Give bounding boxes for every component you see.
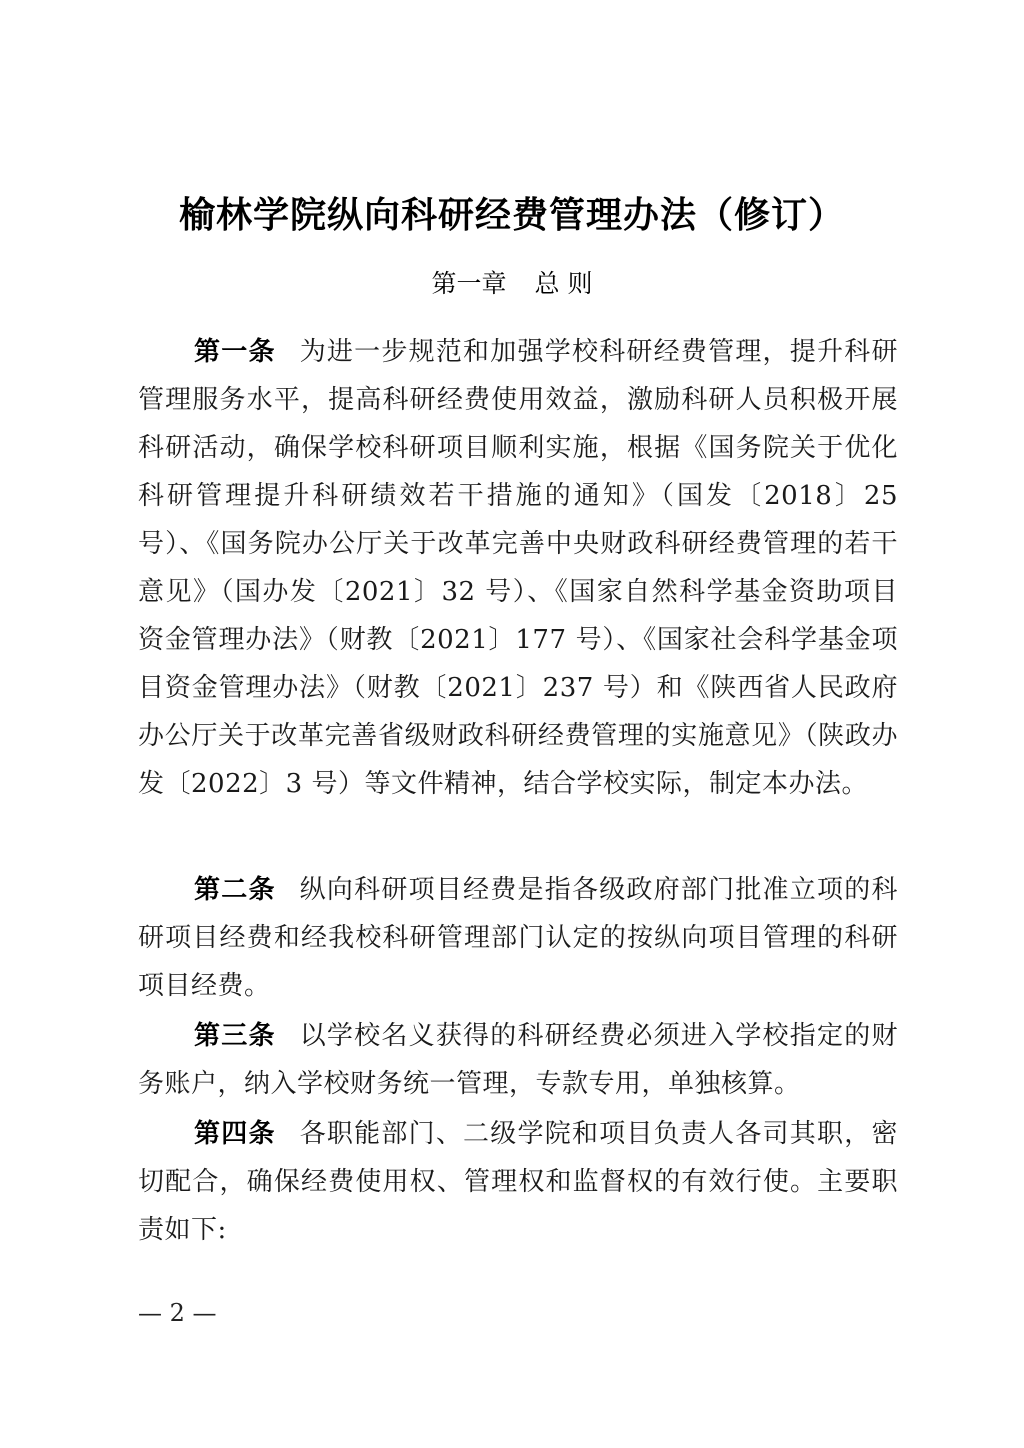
article-1-text: 为进一步规范和加强学校科研经费管理，提升科研管理服务水平，提高科研经费使用效益，激励科研人员积极开展科研活动，确保学校科研项目顺利实施，根据《国务院关于优化科研管理提升科研绩效若干措施的通知》（国发〔2018〕25号）、《国务院办公厅关于改革完善中央财政科研经费管理的若干意见》（国办发〔2021〕32 号）、《国家自然科学基金资助项目资金管理办法》（财教〔2021〕177 号）、《国家社会科学基金项目资金管理办法》（财教〔2021〕237 号）和《陕西省人民政府办公厅关于改革完善省级财政科研经费管理的实施意见》（陕政办发〔2022〕3 号）等文件精神，结合学校实际，制定本办法。 xyxy=(138,337,898,799)
article-2 xyxy=(138,866,898,1010)
article-3-label: 第三条 xyxy=(194,1021,276,1051)
article-3-text: 以学校名义获得的科研经费必须进入学校指定的财务账户，纳入学校财务统一管理，专款专用，单独核算。 xyxy=(138,1021,898,1099)
article-2-text: 纵向科研项目经费是指各级政府部门批准立项的科研项目经费和经我校科研管理部门认定的按纵向项目管理的科研项目经费。 xyxy=(138,875,898,1001)
chapter-name: 总 则 xyxy=(534,269,593,298)
chapter-number: 第一章 xyxy=(431,269,507,298)
article-3 xyxy=(138,1012,898,1108)
article-1 xyxy=(138,328,898,808)
article-4-text: 各职能部门、二级学院和项目负责人各司其职，密切配合，确保经费使用权、管理权和监督权的有效行使。主要职责如下: xyxy=(138,1119,898,1245)
article-1-label: 第一条 xyxy=(194,337,276,367)
chapter-heading xyxy=(0,262,1024,306)
article-2-label: 第二条 xyxy=(194,875,276,905)
article-4-label: 第四条 xyxy=(194,1119,276,1149)
document-title: 榆林学院纵向科研经费管理办法（修订） xyxy=(178,195,845,236)
page-number: — 2 — xyxy=(138,1299,217,1327)
article-4 xyxy=(138,1110,898,1254)
